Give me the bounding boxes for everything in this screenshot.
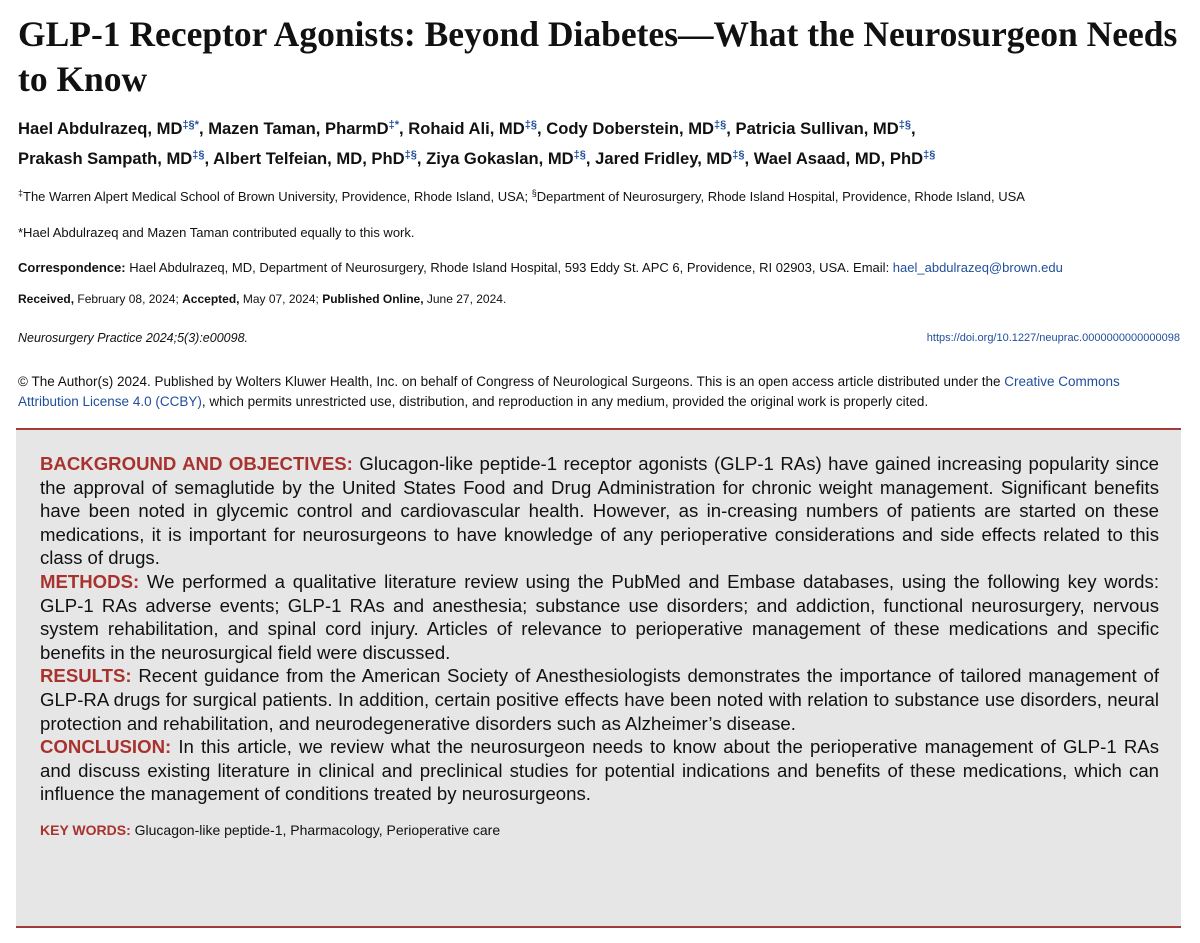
- license-link[interactable]: Creative Commons Attribution License 4.0 (CCBY): [18, 374, 1120, 409]
- author: Ziya Gokaslan, MD‡§,: [426, 149, 596, 168]
- abstract-background: BACKGROUND AND OBJECTIVES: Glucagon-like peptide-1 receptor agonists (GLP-1 RAs) have gained increasing popularity since the approval of semaglutide by the United States Food and Drug Administration for chronic weight management. Significant benefits have been noted in glycemic control and cardiovascular health. However, as in-creasing numbers of patients are started on these medications, it is important for neurosurgeons to have knowledge of any perioperative considerations and side effects related to this class of drugs.: [40, 453, 1159, 569]
- publication-dates: Received, February 08, 2024; Accepted, May 07, 2024; Published Online, June 27, 2024.: [18, 292, 507, 306]
- author-affiliation-marks: ‡§*: [182, 119, 199, 131]
- correspondence-label: Correspondence:: [18, 260, 126, 275]
- doi-link[interactable]: https://doi.org/10.1227/neuprac.0000000000000098: [926, 332, 1180, 344]
- section-heading: BACKGROUND AND OBJECTIVES:: [40, 453, 353, 474]
- section-heading: CONCLUSION:: [40, 736, 172, 758]
- author: Cody Doberstein, MD‡§,: [546, 119, 736, 138]
- author-affiliation-marks: ‡§: [192, 149, 205, 161]
- author-affiliation-marks: ‡*: [388, 119, 400, 131]
- author: Prakash Sampath, MD‡§,: [18, 149, 214, 168]
- author-affiliation-marks: ‡§: [714, 119, 727, 131]
- abstract-results: RESULTS: Recent guidance from the American Society of Anesthesiologists demonstrates the importance of tailored management of GLP-RA drugs for surgical patients. In addition, certain positive effects have been noted with relation to substance use disorders, neural protection and rehabilitation, and neurodegenerative disorders such as Alzheimer’s disease.: [40, 665, 1159, 734]
- author-list: [18, 114, 1188, 174]
- section-heading: METHODS:: [40, 570, 140, 592]
- section-heading: RESULTS:: [40, 665, 132, 687]
- equal-contribution-note: *Hael Abdulrazeq and Mazen Taman contributed equally to this work.: [18, 225, 415, 240]
- article-title: GLP-1 Receptor Agonists: Beyond Diabetes—What the Neurosurgeon Needs to Know: [18, 14, 1178, 99]
- author: Wael Asaad, MD, PhD‡§: [753, 149, 936, 168]
- copyright-notice: © The Author(s) 2024. Published by Wolters Kluwer Health, Inc. on behalf of Congress of Neurological Surgeons. This is an open access article distributed under the Creative Commons Attribution License 4.0 (CCBY), which permits unrestricted use, distribution, and reproduction in any medium, provided the original work is properly cited.: [18, 374, 1120, 409]
- correspondence: Correspondence: Hael Abdulrazeq, MD, Department of Neurosurgery, Rhode Island Hospital, 593 Eddy St. APC 6, Providence, RI 02903, USA. Email: hael_abdulrazeq@brown.edu: [18, 260, 1063, 275]
- abstract-box: [16, 428, 1181, 928]
- author: Rohaid Ali, MD‡§,: [408, 119, 547, 138]
- abstract-methods: METHODS: We performed a qualitative literature review using the PubMed and Embase databases, using the following key words: GLP-1 RAs adverse events; GLP-1 RAs and anesthesia; substance use disorders; and addiction, functional neurosurgery, nervous system rehabilitation, and spinal cord injury. Articles of relevance to perioperative management of these medications and specific benefits in the neurosurgical field were discussed.: [40, 570, 1159, 663]
- author-affiliation-marks: ‡§: [404, 149, 417, 161]
- author-affiliation-marks: ‡§: [923, 149, 936, 161]
- author-affiliation-marks: ‡§: [573, 149, 586, 161]
- author-affiliation-marks: ‡§: [898, 119, 911, 131]
- keywords-heading: KEY WORDS:: [40, 821, 131, 838]
- author-affiliation-marks: ‡§: [732, 149, 745, 161]
- author: Mazen Taman, PharmD‡*,: [208, 119, 409, 138]
- author: Patricia Sullivan, MD‡§,: [735, 119, 916, 138]
- author: Hael Abdulrazeq, MD‡§*,: [18, 119, 209, 138]
- author-affiliation-marks: ‡§: [524, 119, 537, 131]
- journal-citation: Neurosurgery Practice 2024;5(3):e00098.: [18, 331, 248, 345]
- abstract-conclusion: CONCLUSION: In this article, we review what the neurosurgeon needs to know about the perioperative management of GLP-1 RAs and discuss existing literature in clinical and preclinical studies for potential indications and benefits of these medications, which can influence the management of conditions treated by neurosurgeons.: [40, 736, 1159, 805]
- keywords: KEY WORDS: Glucagon-like peptide-1, Pharmacology, Perioperative care: [40, 821, 501, 838]
- correspondence-email-link[interactable]: hael_abdulrazeq@brown.edu: [892, 260, 1063, 275]
- author: Jared Fridley, MD‡§,: [595, 149, 754, 168]
- affiliations: ‡The Warren Alpert Medical School of Brown University, Providence, Rhode Island, USA; §Department of Neurosurgery, Rhode Island Hospital, Providence, Rhode Island, USA: [18, 188, 1025, 204]
- author: Albert Telfeian, MD, PhD‡§,: [213, 149, 427, 168]
